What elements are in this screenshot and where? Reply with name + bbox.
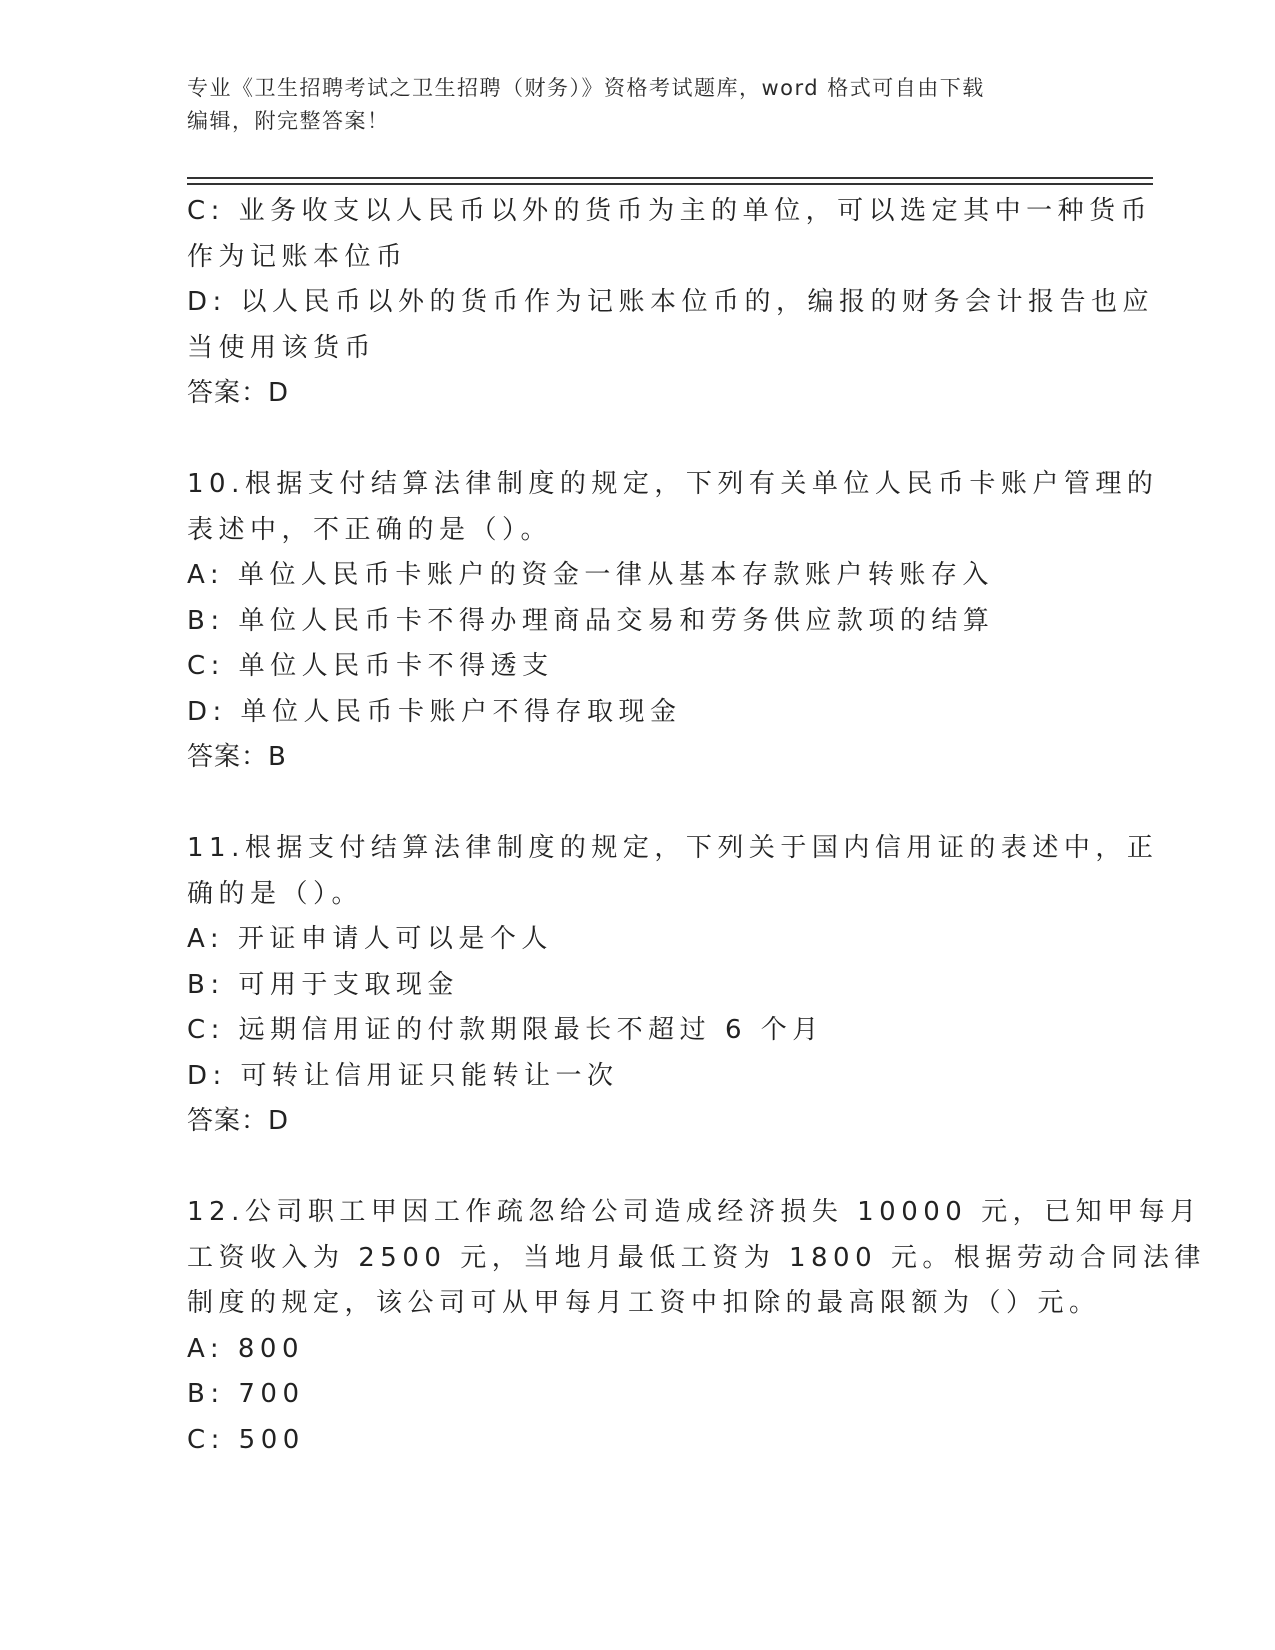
option-c-line-2: 作为记账本位币 xyxy=(187,241,408,272)
header-divider-bottom xyxy=(187,183,1153,185)
header-line-2: 编辑，附完整答案！ xyxy=(187,109,390,133)
question-11-option-d: D: 可转让信用证只能转让一次 xyxy=(187,1060,619,1091)
question-11-stem-line-2: 确的是（）。 xyxy=(187,878,364,909)
question-12-option-a: A: 800 xyxy=(187,1333,304,1364)
question-12-stem-line-3: 制度的规定，该公司可从甲每月工资中扣除的最高限额为（）元。 xyxy=(187,1288,1101,1318)
option-d-line-1: D: 以人民币以外的货币作为记账本位币的，编报的财务会计报告也应 xyxy=(187,287,1155,317)
question-12-stem-line-1: 12.公司职工甲因工作疏忽给公司造成经济损失 10000 元，已知甲每月 xyxy=(187,1197,1202,1227)
question-11-option-c: C: 远期信用证的付款期限最长不超过 6 个月 xyxy=(187,1015,824,1045)
question-10-stem-line-2: 表述中，不正确的是（）。 xyxy=(187,514,553,545)
answer-11: 答案：D xyxy=(187,1106,290,1136)
spacer xyxy=(187,417,1087,463)
document-header xyxy=(187,72,1067,138)
header-line-1: 专业《卫生招聘考试之卫生招聘（财务）》资格考试题库，word 格式可自由下载 xyxy=(187,76,985,100)
option-d-line-2: 当使用该货币 xyxy=(187,332,377,363)
question-10 xyxy=(187,462,1159,781)
question-11 xyxy=(187,826,1159,1145)
question-10-option-a: A: 单位人民币卡账户的资金一律从基本存款账户转账存入 xyxy=(187,560,994,590)
question-11-option-b: B: 可用于支取现金 xyxy=(187,969,459,1000)
spacer xyxy=(187,781,1087,827)
question-10-stem-line-1: 10.根据支付结算法律制度的规定，下列有关单位人民币卡账户管理的 xyxy=(187,469,1159,499)
question-10-option-c: C: 单位人民币卡不得透支 xyxy=(187,651,554,681)
question-12-option-b: B: 700 xyxy=(187,1379,305,1409)
question-10-option-b: B: 单位人民币卡不得办理商品交易和劳务供应款项的结算 xyxy=(187,605,995,636)
answer-9: 答案：D xyxy=(187,378,290,408)
question-11-option-a: A: 开证申请人可以是个人 xyxy=(187,924,553,954)
question-10-option-d: D: 单位人民币卡账户不得存取现金 xyxy=(187,696,682,727)
question-9-continued xyxy=(187,189,1155,417)
question-11-stem-line-1: 11.根据支付结算法律制度的规定，下列关于国内信用证的表述中，正 xyxy=(187,833,1159,863)
header-divider-top xyxy=(187,177,1153,179)
question-12-option-c: C: 500 xyxy=(187,1424,305,1455)
answer-10: 答案：B xyxy=(187,742,287,772)
option-c-line-1: C: 业务收支以人民币以外的货币为主的单位，可以选定其中一种货币 xyxy=(187,196,1153,226)
question-content xyxy=(187,189,1206,1463)
spacer xyxy=(187,1145,1087,1191)
question-12-stem-line-2: 工资收入为 2500 元，当地月最低工资为 1800 元。根据劳动合同法律 xyxy=(187,1242,1206,1273)
question-12 xyxy=(187,1190,1206,1463)
